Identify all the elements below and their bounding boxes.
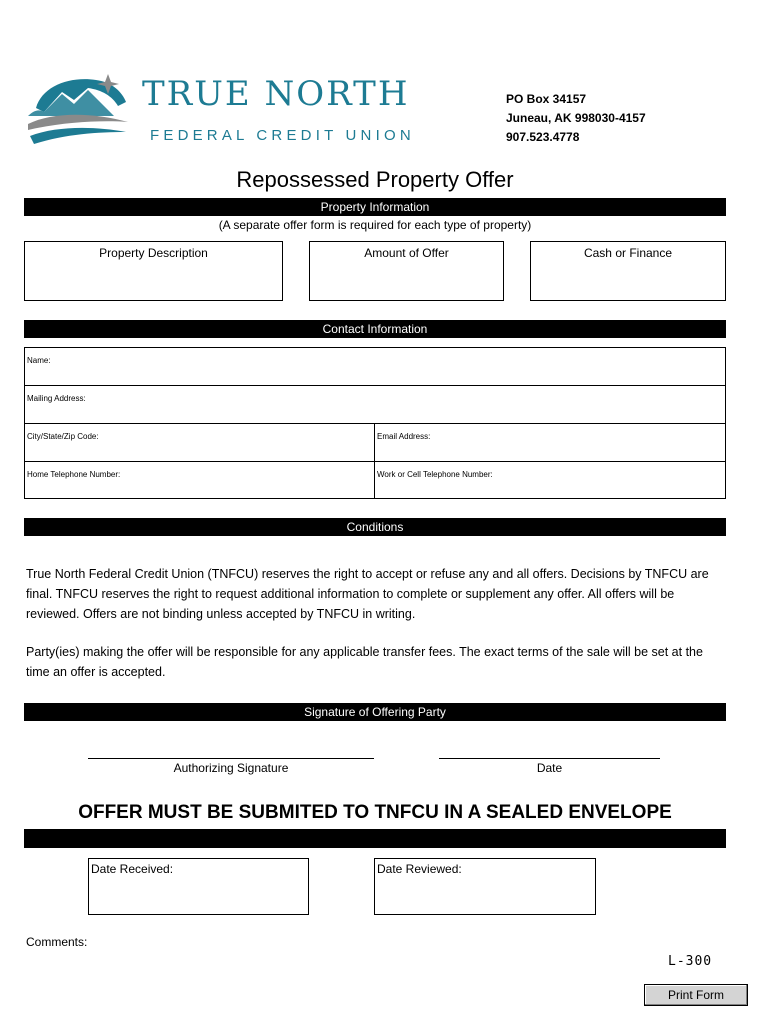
email-label: Email Address: xyxy=(377,432,431,441)
phone-number: 907.523.4778 xyxy=(506,130,580,144)
conditions-bar: Conditions xyxy=(24,518,726,536)
city-zip: Juneau, AK 998030-4157 xyxy=(506,111,646,125)
page-title: Repossessed Property Offer xyxy=(236,167,514,192)
property-note: (A separate offer form is required for each type of property) xyxy=(218,218,532,232)
address-block xyxy=(506,90,646,147)
amount-of-offer-label: Amount of Offer xyxy=(364,246,449,260)
city-state-zip-label: City/State/Zip Code: xyxy=(27,432,99,441)
conditions-paragraph-2: Party(ies) making the offer will be responsible for any applicable transfer fees. The exact terms of the sale will be set at the time an offer is accepted. xyxy=(26,645,703,679)
property-description-box[interactable] xyxy=(24,241,283,301)
home-phone-field[interactable] xyxy=(24,461,375,499)
date-label: Date xyxy=(536,761,563,775)
cash-or-finance-label: Cash or Finance xyxy=(583,246,673,260)
conditions-paragraph-1: True North Federal Credit Union (TNFCU) reserves the right to accept or refuse any and all offers. Decisions by TNFCU are final. TNFCU reserves the right to request additional information to complete or supplement any offer. All offers will be reviewed. Offers are not binding unless accepted by TNFCU in writing. xyxy=(26,567,709,621)
mountain-logo-icon xyxy=(22,72,134,154)
property-info-bar: Property Information xyxy=(24,198,726,216)
email-field[interactable] xyxy=(374,423,726,462)
print-form-button[interactable]: Print Form xyxy=(644,984,748,1006)
cash-or-finance-box[interactable] xyxy=(530,241,726,301)
office-use-bar xyxy=(24,829,726,848)
name-label: Name: xyxy=(27,356,51,365)
logo-subtitle: FEDERAL CREDIT UNION xyxy=(150,127,415,144)
work-phone-label: Work or Cell Telephone Number: xyxy=(377,470,493,479)
date-reviewed-box[interactable] xyxy=(374,858,596,915)
mailing-address-field[interactable] xyxy=(24,385,726,424)
property-description-label: Property Description xyxy=(99,246,208,260)
form-code: L-300 xyxy=(668,954,713,969)
sealed-envelope-notice: OFFER MUST BE SUBMITED TO TNFCU IN A SEALED ENVELOPE xyxy=(78,802,672,823)
authorizing-signature-label: Authorizing Signature xyxy=(173,761,289,775)
amount-of-offer-box[interactable] xyxy=(309,241,504,301)
date-received-box[interactable] xyxy=(88,858,309,915)
comments-label: Comments: xyxy=(26,935,88,949)
work-phone-field[interactable] xyxy=(374,461,726,499)
date-line[interactable] xyxy=(439,758,660,759)
date-reviewed-label: Date Reviewed: xyxy=(377,862,462,876)
mailing-address-label: Mailing Address: xyxy=(27,394,86,403)
po-box: PO Box 34157 xyxy=(506,92,587,106)
city-state-zip-field[interactable] xyxy=(24,423,375,462)
date-received-label: Date Received: xyxy=(91,862,174,876)
name-field[interactable] xyxy=(24,347,726,386)
signature-bar: Signature of Offering Party xyxy=(24,703,726,721)
credit-union-logo xyxy=(22,72,422,154)
logo-title: TRUE NORTH xyxy=(142,74,410,114)
home-phone-label: Home Telephone Number: xyxy=(27,470,121,479)
contact-info-bar: Contact Information xyxy=(24,320,726,338)
signature-line[interactable] xyxy=(88,758,374,759)
